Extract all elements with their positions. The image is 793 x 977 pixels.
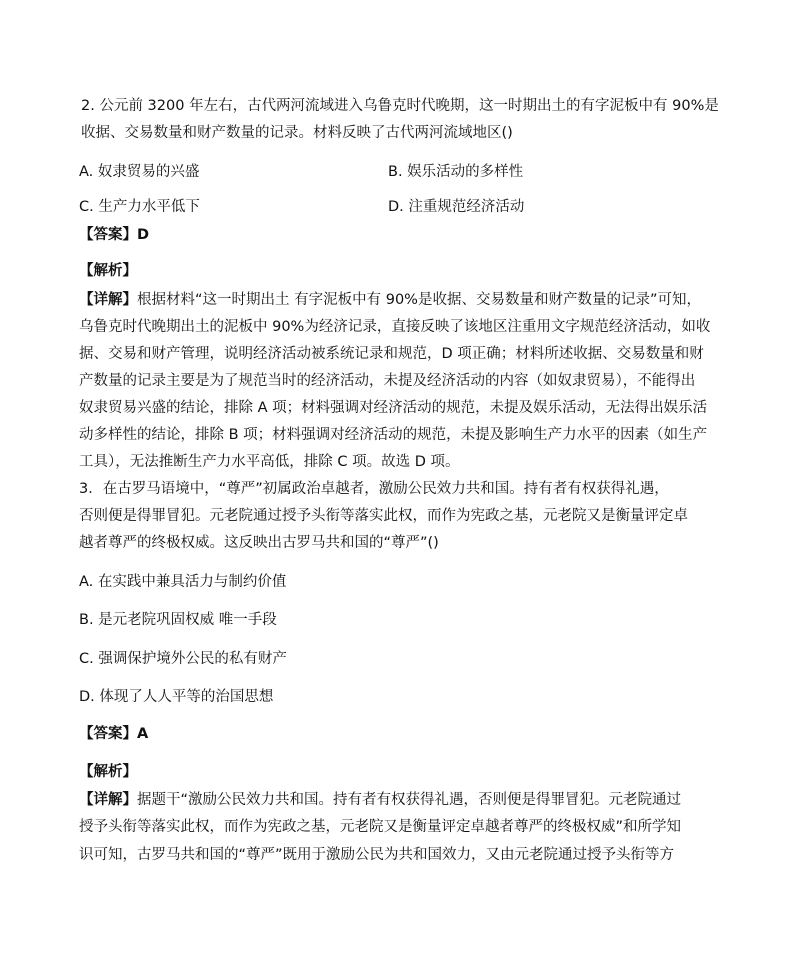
q2-detail-line: 乌鲁克时代晚期出土的泥板中 90%为经济记录，直接反映了该地区注重用文字规范经济活动，如收 [79, 319, 711, 335]
q3-option-c: C. 强调保护境外公民的私有财产 [79, 651, 287, 667]
q3-stem-line-3: 越者尊严的终极权威。这反映出古罗马共和国的“尊严”() [79, 535, 439, 551]
q3-detail-line: 识可知，古罗马共和国的“尊严”既用于激励公民为共和国效力，又由元老院通过授予头衔等方 [79, 847, 675, 863]
q2-stem-line-1: 2. 公元前 3200 年左右，古代两河流域进入乌鲁克时代晚期，这一时期出土的有字泥板中有 90%是 [81, 98, 719, 114]
q2-analysis-heading: 【解析】 [79, 263, 137, 279]
q2-detail-line: 产数量的记录主要是为了规范当时的经济活动，未提及经济活动的内容（如奴隶贸易），不能得出 [79, 373, 696, 389]
q2-detail-text: 根据材料“这一时期出土 有字泥板中有 90%是收据、交易数量和财产数量的记录”可知， [137, 292, 701, 308]
q3-answer [79, 724, 148, 744]
q3-option-a: A. 在实践中兼具活力与制约价值 [79, 574, 287, 590]
q2-stem-line-2: 收据、交易数量和财产数量的记录。材料反映了古代两河流域地区() [81, 125, 513, 141]
q3-stem-line-2: 否则便是得罪冒犯。元老院通过授予头衔等落实此权，而作为宪政之基，元老院又是衡量评定卓 [79, 508, 688, 524]
q3-option-d: D. 体现了人人平等的治国思想 [79, 689, 274, 705]
q2-detail-line [79, 290, 701, 310]
q3-option-b: B. 是元老院巩固权威 唯一手段 [79, 612, 277, 628]
q2-detail-line: 奴隶贸易兴盛的结论，排除 A 项；材料强调对经济活动的规范，未提及娱乐活动，无法得出娱乐活 [79, 400, 708, 416]
q3-detail-line [79, 790, 681, 810]
q2-option-b: B. 娱乐活动的多样性 [388, 164, 524, 180]
q3-answer-value: A [137, 726, 149, 742]
q2-detail-label: 【详解】 [79, 292, 137, 308]
q3-answer-label: 【答案】 [79, 726, 137, 742]
q2-answer [79, 225, 149, 245]
q2-option-c: C. 生产力水平低下 [79, 199, 200, 215]
q3-detail-line: 授予头衔等落实此权，而作为宪政之基，元老院又是衡量评定卓越者尊严的终极权威”和所学知 [79, 819, 682, 835]
q3-analysis-heading: 【解析】 [79, 764, 137, 780]
q2-detail-line: 据、交易和财产管理，说明经济活动被系统记录和规范，D 项正确；材料所述收据、交易数量和财 [79, 346, 704, 362]
q2-detail-line: 工具），无法推断生产力水平高低，排除 C 项。故选 D 项。 [79, 454, 460, 470]
q2-answer-value: D [137, 227, 150, 243]
q2-option-d: D. 注重规范经济活动 [388, 199, 525, 215]
q3-stem-line-1: 3．在古罗马语境中，“尊严”初属政治卓越者，激励公民效力共和国。持有者有权获得礼遇， [79, 481, 669, 497]
q2-option-a: A. 奴隶贸易的兴盛 [79, 164, 200, 180]
q2-answer-label: 【答案】 [79, 227, 137, 243]
q3-detail-text: 据题干“激励公民效力共和国。持有者有权获得礼遇，否则便是得罪冒犯。元老院通过 [137, 792, 682, 808]
q3-detail-label: 【详解】 [79, 792, 137, 808]
q2-detail-line: 动多样性的结论，排除 B 项；材料强调对经济活动的规范，未提及影响生产力水平的因素（如生产 [79, 427, 708, 443]
